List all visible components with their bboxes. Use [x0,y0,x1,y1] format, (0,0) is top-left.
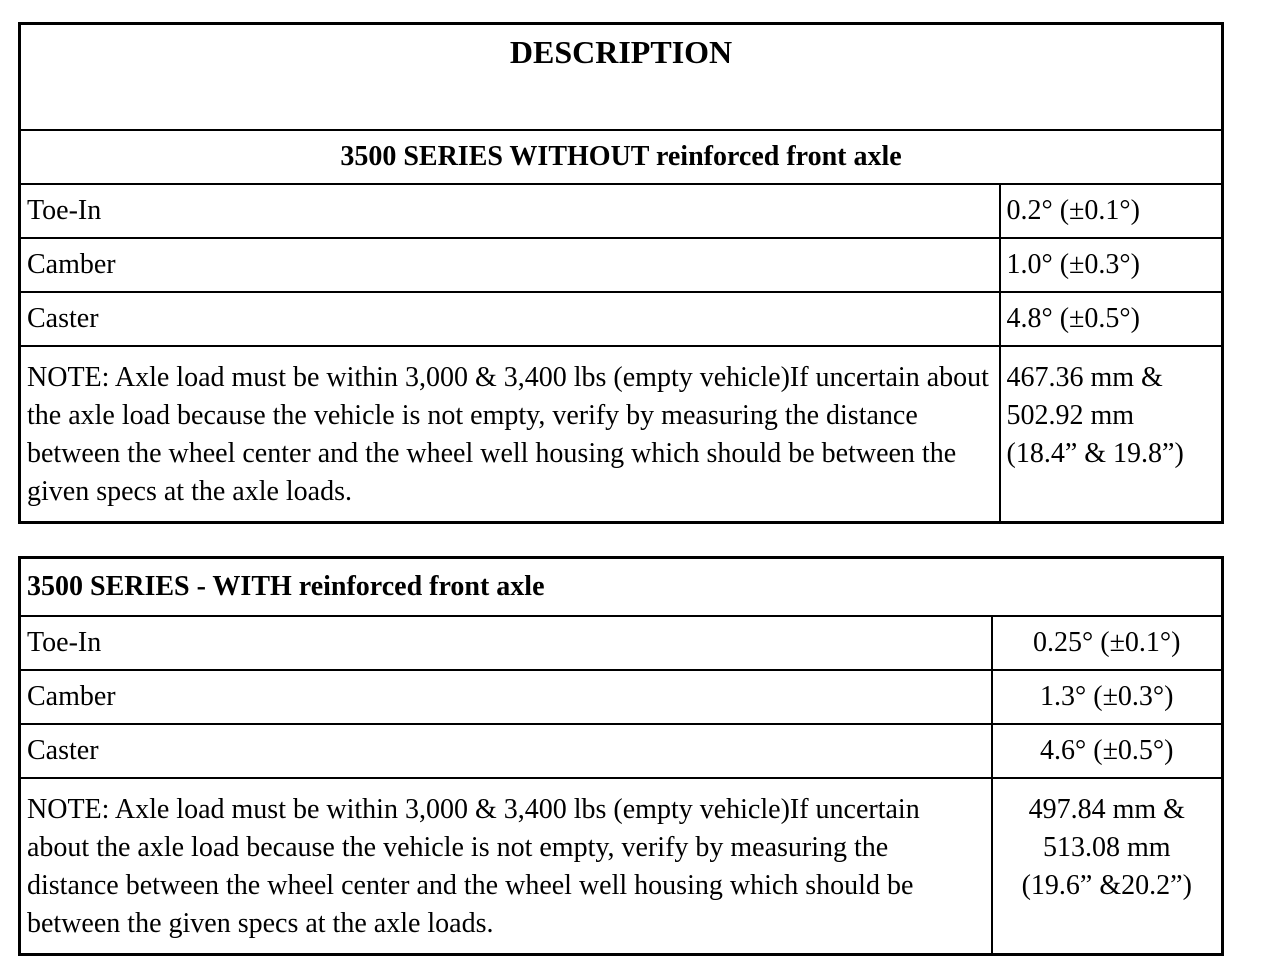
spec-label: Toe-In [20,616,992,670]
note-value [1000,346,1223,523]
table-row [20,616,1223,670]
table-row [20,238,1223,292]
spec-value: 4.8° (±0.5°) [1000,292,1223,346]
spec-value: 4.6° (±0.5°) [992,724,1223,778]
spec-label: Camber [20,238,1000,292]
note-text: NOTE: Axle load must be within 3,000 & 3,400 lbs (empty vehicle)If uncertain about the axle load because the vehicle is not empty, verify by measuring the distance between the wheel center and the wheel well housing which should be between the given specs at the axle loads. [20,346,1000,523]
table-row [20,724,1223,778]
spec-label: Caster [20,292,1000,346]
spec-label: Toe-In [20,184,1000,238]
spec-value: 1.3° (±0.3°) [992,670,1223,724]
series-heading: 3500 SERIES WITHOUT reinforced front axle [20,130,1223,184]
spec-label: Camber [20,670,992,724]
table-row [20,184,1223,238]
note-value-line: (18.4” & 19.8”) [1006,438,1184,469]
note-row [20,346,1223,523]
spec-label: Caster [20,724,992,778]
spec-value: 0.25° (±0.1°) [992,616,1223,670]
note-value-line: 497.84 mm & [1028,794,1185,825]
note-value-line: 502.92 mm [1006,400,1135,431]
spec-table-without-reinforced-axle [18,22,1224,524]
note-text: NOTE: Axle load must be within 3,000 & 3,400 lbs (empty vehicle)If uncertain about the axle load because the vehicle is not empty, verify by measuring the distance between the wheel center and the wheel well housing which should be between the given specs at the axle loads. [20,778,992,955]
note-value [992,778,1223,955]
spec-value: 1.0° (±0.3°) [1000,238,1223,292]
spec-table-with-reinforced-axle [18,556,1224,956]
series-heading: 3500 SERIES - WITH reinforced front axle [20,558,1223,617]
table-row [20,670,1223,724]
note-row [20,778,1223,955]
table-row [20,292,1223,346]
spec-value: 0.2° (±0.1°) [1000,184,1223,238]
note-value-line: (19.6” &20.2”) [1021,870,1192,901]
note-value-line: 513.08 mm [1042,832,1171,863]
note-value-line: 467.36 mm & [1006,362,1163,393]
description-heading: DESCRIPTION [20,24,1223,131]
